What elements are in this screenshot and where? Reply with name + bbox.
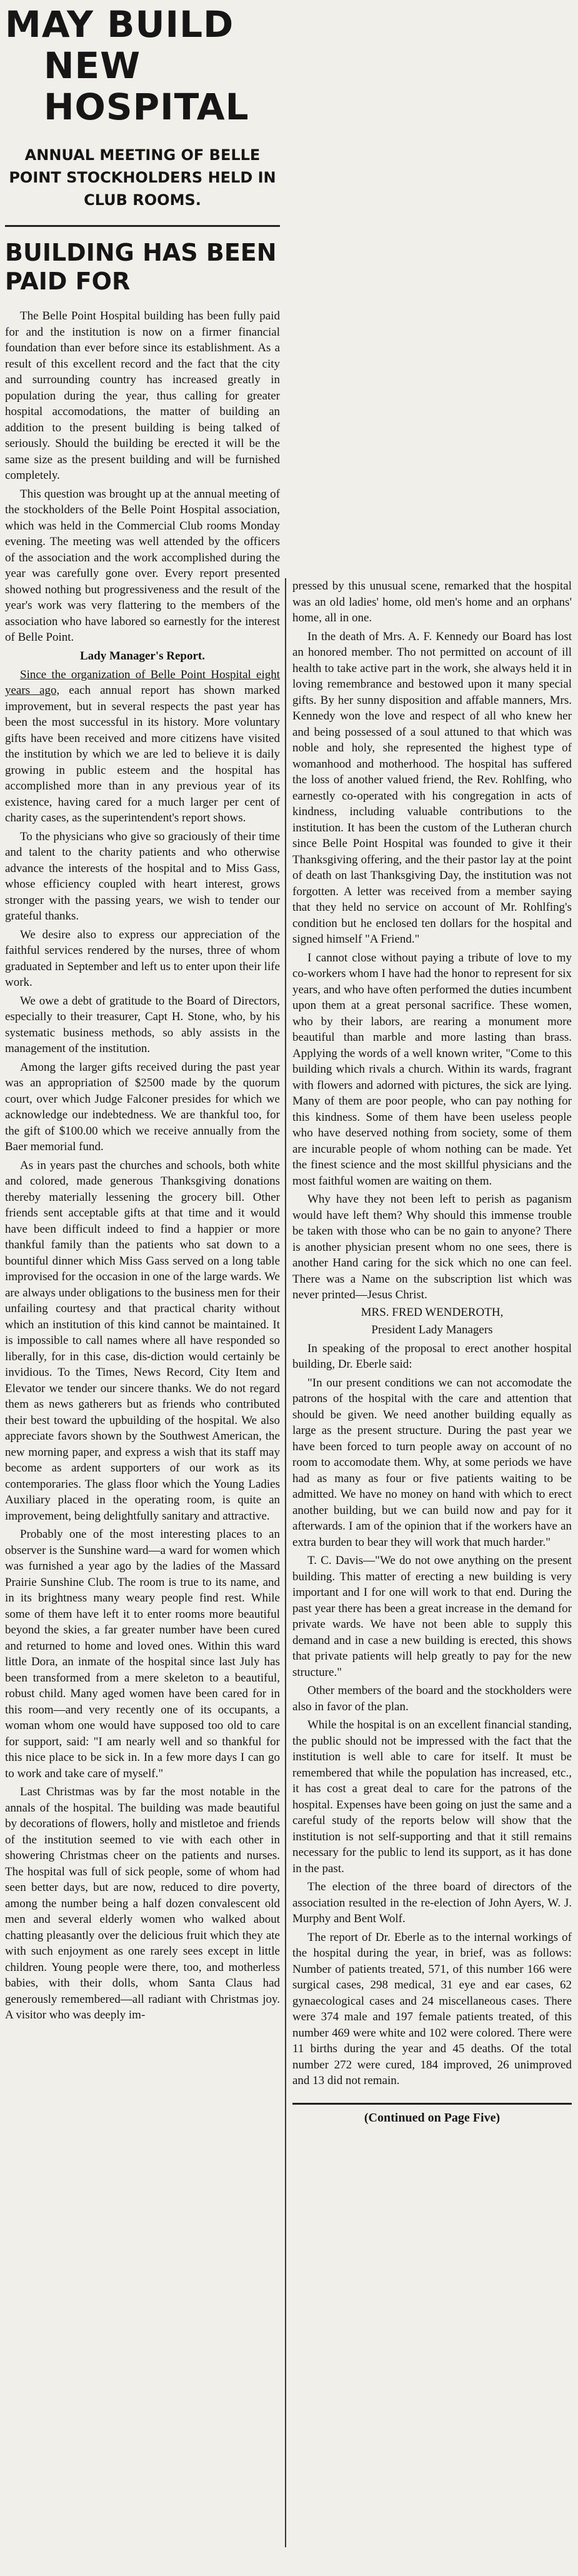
- article-paragraph: We owe a debt of gratitude to the Board of Directors, especially to their treasurer, Capt H. Stone, who, by his systematic business methods, so ably assists in the management of the institution.: [5, 994, 280, 1055]
- article-paragraph: T. C. Davis—"We do not owe anything on the present building. This matter of erecting a new building is very important and I for one will work to that end. During the past year there has been a great increase in the demand for private wards. We have not been able to supply this demand and in case a new building is erected, this shows that private patients will help greatly to pay for the new structure.": [292, 1554, 572, 1679]
- divider: [5, 225, 280, 227]
- continued-notice: (Continued on Page Five): [364, 2110, 501, 2125]
- left-column: [5, 0, 280, 2026]
- article-paragraph: [5, 667, 280, 826]
- article-paragraph: In the death of Mrs. A. F. Kennedy our Board has lost an honored member. Tho not permitted on account of ill health to take active part in the work, she always held it in loving remembrance and bestowed upon it many special gifts. By her sunny disposition and affable manners, Mrs. Kennedy won the love and respect of all who knew her and being possessed of a soul attuned to that which was noble and holy, she represented the highest type of womanhood and motherhood. The hospital has suffered the loss of another valued friend, the Rev. Rohlfing, who earnestly co-operated with his congregation in acts of kindness, including valuable contributions to the institution. It has been the custom of the Lutheran church since Belle Point Hospital was founded to give it their Thanksgiving offering, and the their pastor lay at the point of death on last Thanksgiving Day, the institution was not forgotten. A letter was received from a member saying that they held no service on account of Mr. Rohlfing's condition but he enclosed ten dollars for the hospital and signed himself "A Friend.": [292, 629, 572, 946]
- column-rule: [285, 578, 286, 2547]
- headline-line-1: MAY BUILD: [5, 3, 234, 46]
- article-paragraph: Probably one of the most interesting places to an observer is the Sunshine ward—a ward for women which was furnished a year ago by the ladies of the Massard Prairie Sunshine Club. The room is true to its name, and in its brightness many weary people find rest. While some of them have left it to enter rooms more beautiful beyond the skies, a far greater number have been cured and returned to home and loved ones. Within this ward little Dora, an inmate of the hospital since last July has been transformed from a mere skeleton to a beautiful, robust child. Many aged women have been cared for in this room—and very recently one of its occupants, a woman whom one would have supposed too old to care for support, said: "I am nearly well and so thankful for this nice place to be sick in. In a few more days I can go to work and take care of myself.": [5, 1528, 280, 1780]
- article-paragraph: In speaking of the proposal to erect another hospital building, Dr. Eberle said:: [292, 1341, 572, 1371]
- article-paragraph: Why have they not been left to perish as paganism would have left them? Why should this immense trouble be taken with those who can be no gain to anyone? There is another physician present whom no one sees, there is another Hand caring for the sick which no one can feel. There was a Name on the subscription list which was never printed—Jesus Christ.: [292, 1193, 572, 1301]
- paragraph-continuation: each annual report has shown marked improvement, but in several respects the past year has been the most successful in its history. More voluntary gifts have been received and more citizens have visited the institution by which we are led to believe it is daily growing in public esteem and the hospital has accomplished more than in any previous year of its existence, having cared for a much larger per cent of charity cases, as the superintendent's report shows.: [5, 684, 280, 824]
- article-paragraph: pressed by this unusual scene, remarked that the hospital was an old ladies' home, old men's home and an orphans' home, all in one.: [292, 579, 572, 624]
- section-heading: Lady Manager's Report.: [79, 649, 205, 663]
- signature-name: MRS. FRED WENDEROTH,: [361, 1305, 504, 1319]
- banner-headline: BUILDING HAS BEEN PAID FOR: [5, 239, 277, 295]
- article-paragraph: We desire also to express our appreciation of the faithful services rendered by the nurses, three of whom graduated in September and left us to enter upon their life work.: [5, 928, 280, 989]
- right-column: [292, 578, 572, 2125]
- article-paragraph: While the hospital is on an excellent financial standing, the public should not be impressed with the fact that the institution is well able to care for itself. It must be remembered that while the population has increased, etc., it has cost a great deal to care for the patrons of the hospital. Expenses have been going on just the same and a careful study of the reports below will show that the institution is not self-supporting and that it still remains necessary for the public to lend its support, as it has done in the past.: [292, 1718, 572, 1875]
- article-paragraph: As in years past the churches and schools, both white and colored, made generous Thanksgiving donations thereby materially lessening the grocery bill. Other friends sent acceptable gifts at that time and it would have been difficult indeed to find a happier or more thankful family than the patients who sat down to a bountiful dinner which Miss Gass served on a long table improvised for the occasion in one of the large wards. We are always under obligations to the business men for their unfailing courtesy and that practical charity without which an institution of this kind cannot be maintained. It is impossible to call names where all have responded so liberally, for in this case, dis-diction would certainly be invidious. To the Times, News Record, City Item and Elevator we tender our sincere thanks. We do not regard them as news gatherers but as friends who contributed their best toward the upbuilding of the hospital. We also appreciate favors shown by the Southwest American, the new morning paper, and express a wish that its staff may become as ardent supporters of our work as its contemporaries. The glass floor which the Young Ladies Auxiliary placed in the operating room, is quite an improvement, being delightfully sanitary and attractive.: [5, 1158, 280, 1523]
- article-paragraph: The election of the three board of directors of the association resulted in the re-election of John Ayers, W. J. Murphy and Bent Wolf.: [292, 1880, 572, 1925]
- subheadline: ANNUAL MEETING OF BELLE POINT STOCKHOLDERS HELD IN CLUB ROOMS.: [9, 146, 276, 209]
- article-paragraph: Among the larger gifts received during the past year was an appropriation of $2500 made by the quorum court, over which Judge Falconer presides for which we acknowledge our indebtedness. We are thankful too, for the gift of $100.00 which we receive annually from the Baer memorial fund.: [5, 1060, 280, 1153]
- article-paragraph: This question was brought up at the annual meeting of the stockholders of the Belle Point Hospital association, which was held in the Commercial Club rooms Monday evening. The meeting was well attended by the officers of the association and the work accomplished during the year was carefully gone over. Every report presented showed nothing but progressiveness and the result of the year's work was very flattering to the members of the association who have labored so earnestly for the interest of Belle Point.: [5, 487, 280, 644]
- article-paragraph: The Belle Point Hospital building has been fully paid for and the institution is now on a firmer financial foundation than ever before since its establishment. As a result of this excellent record and the fact that the city and surrounding country has increased greatly in population during the year, thus calling for greater hospital accomodations, the matter of building an addition to the present building is being talked of seriously. Should the building be erected it will be the same size as the present building and will be furnished completely.: [5, 309, 280, 482]
- headline-line-2: NEW HOSPITAL: [44, 44, 249, 128]
- article-paragraph: I cannot close without paying a tribute of love to my co-workers whom I have had the honor to represent for six years, and who have often performed the duties incumbent upon them at a great personal sacrifice. These women, who by their labors, are rearing a monument more beautiful than marble and more lasting than brass. Applying the words of a well known writer, "Come to this building which rivals a church. Within its wards, fragrant with flowers and adorned with pictures, the sick are lying. Many of them are poor people, who can pay nothing for this kindness. Some of them have been useless people who have deserved nothing from society, some of them are incurable people of whom nothing can be made. Yet the finest science and the most skillful physicians and the most faithful women are waiting on them.: [292, 951, 572, 1188]
- underlined-phrase: Since the organization of Belle Point Hospital eight years ago,: [5, 668, 280, 697]
- article-paragraph: The report of Dr. Eberle as to the internal workings of the hospital during the year, in brief, was as follows: Number of patients treated, 571, of this number 166 were surgical cases, 298 medical, 31 eye and ear cases, 62 gynaecological cases and 24 miscellaneous cases. There were 374 male and 197 female patients treated, of this number 469 were white and 102 were colored. There were 11 births during the year and 45 deaths. Of the total number 272 were cured, 184 improved, 26 unimproved and 13 did not remain.: [292, 1930, 572, 2087]
- signature-title: President Lady Managers: [371, 1323, 493, 1336]
- divider: [292, 2103, 572, 2105]
- article-paragraph: Other members of the board and the stockholders were also in favor of the plan.: [292, 1684, 572, 1713]
- article-paragraph: Last Christmas was by far the most notable in the annals of the hospital. The building was made beautiful by decorations of flowers, holly and mistletoe and friends of the institution seemed to vie with each other in showering Christmas cheer on the patients and nurses. The hospital was full of sick people, some of whom had seen better days, but are now, reduced to dire poverty, among the number being a half dozen convalescent old men and several elderly women who walked about chatting pleasantly over the delicious fruit which they ate with such enjoyment as one rarely sees except in little children. Young people were there, too, and motherless babies, with their dolls, whom Santa Claus had generously remembered—all radiant with Christmas joy. A visitor who was deeply im-: [5, 1785, 280, 2022]
- article-paragraph: To the physicians who give so graciously of their time and talent to the charity patients and who otherwise advance the interests of the hospital and to Miss Gass, whose efficiency coupled with heart interest, grows stronger with the passing years, we wish to tender our grateful thanks.: [5, 829, 280, 923]
- article-paragraph: "In our present conditions we can not accomodate the patrons of the hospital with the care and attention that should be given. We need another building equally as large as the present structure. During the past year we have been forced to turn people away on account of no room to accomodate them. Why, at some periods we have had as many as four or five patients waiting to be admitted. We have no money on hand with which to erect another building, but we can build now and pay for it afterwards. I am of the opinion that if the workers have an extra burden to bear they will work that much harder.": [292, 1376, 572, 1549]
